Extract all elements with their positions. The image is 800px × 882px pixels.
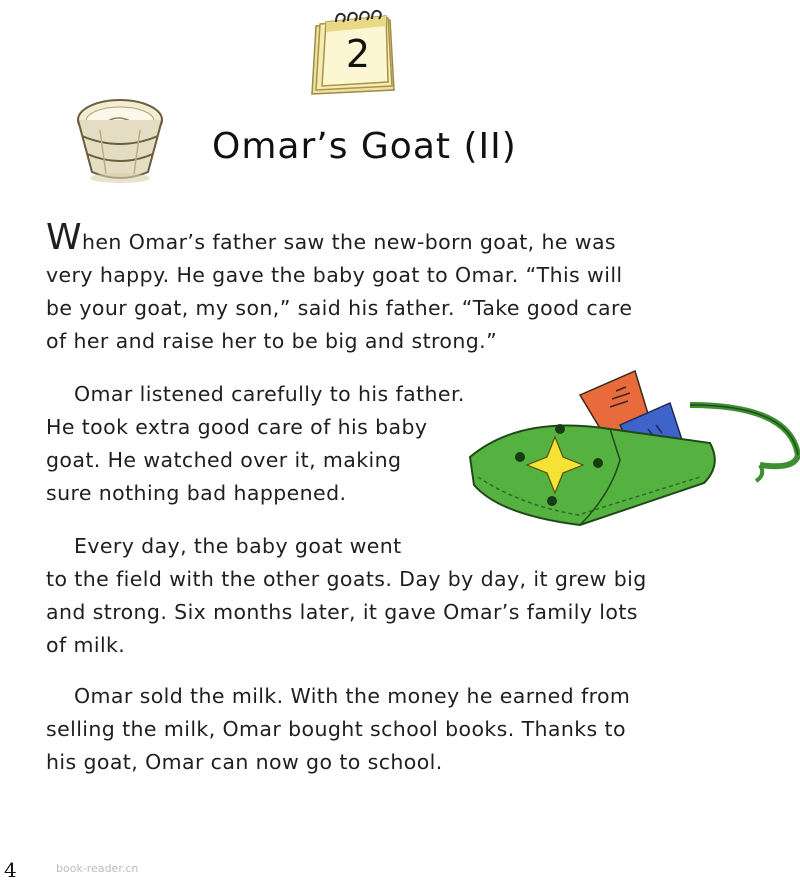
text-line: and strong. Six months later, it gave Omar’s family lots [46, 600, 638, 624]
paragraph-1 [46, 217, 633, 358]
text-line: Omar listened carefully to his father. [74, 382, 465, 406]
text-line: sure nothing bad happened. [46, 481, 347, 505]
text-line: be your goat, my son,” said his father. “Take good care [46, 296, 633, 320]
page-title: Omar’s Goat (II) [212, 126, 517, 167]
drop-cap: W [46, 217, 82, 258]
school-bag-with-books-illustration [460, 365, 800, 535]
text-line: to the field with the other goats. Day by day, it grew big [46, 567, 647, 591]
text-line: of her and raise her to be big and strong.” [46, 329, 498, 353]
paragraph-2 [46, 378, 465, 510]
text-line: Every day, the baby goat went [74, 534, 402, 558]
watermark: book-reader.cn [56, 862, 139, 875]
paragraph-4 [46, 680, 630, 779]
text-line: He took extra good care of his baby [46, 415, 428, 439]
text-line: of milk. [46, 633, 126, 657]
text-line: When Omar’s father saw the new-born goat, he was [46, 217, 616, 258]
text-line: Omar sold the milk. With the money he earned from [74, 684, 631, 708]
text-line: very happy. He gave the baby goat to Omar. “This will [46, 263, 623, 287]
page-number: 4 [4, 858, 17, 882]
chapter-number: 2 [345, 32, 371, 76]
text-line: selling the milk, Omar bought school books. Thanks to [46, 717, 626, 741]
text-line: his goat, Omar can now go to school. [46, 750, 443, 774]
milk-bucket-illustration [70, 90, 170, 185]
paragraph-3 [46, 530, 647, 662]
text-line: goat. He watched over it, making [46, 448, 402, 472]
